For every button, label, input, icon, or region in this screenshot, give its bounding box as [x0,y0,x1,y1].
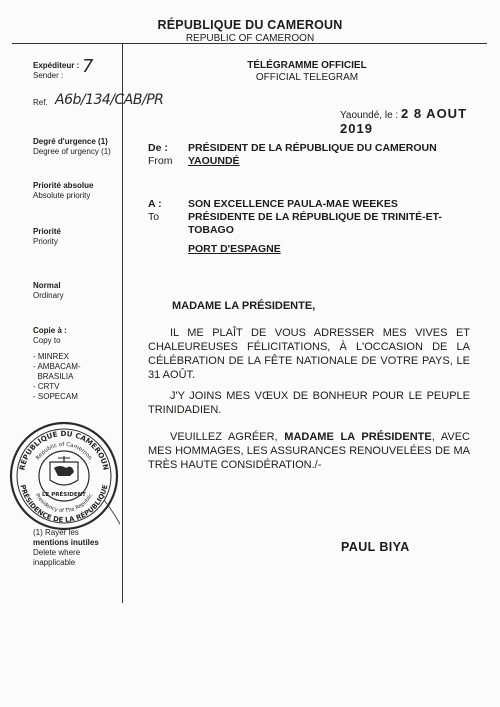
seal-emblem-icon [50,456,78,485]
seal-bottom-text: PRÉSIDENCE DE LA RÉPUBLIQUE [18,483,110,525]
strike-note-fr2: mentions inutiles [33,538,99,547]
date-line [340,106,500,136]
country-title-fr: RÉPUBLIQUE DU CAMEROUN [157,18,343,32]
to-city [188,243,281,256]
copy-en: Copy to [33,336,61,345]
seal-center-text: LE PRÉSIDENT [42,492,86,498]
signature-stroke-icon [104,500,120,532]
from-label-fr: De : [148,142,168,154]
date-stamp: 2 8 AOUT 2019 [340,106,468,136]
strike-note-fr: (1) Rayer les [33,528,79,537]
sender-label-en: Sender : [33,71,64,80]
from-label-en: From [148,155,173,167]
strike-note [33,528,99,568]
from-line2: YAOUNDÉ [188,155,240,167]
urgency-label-en: Degree of urgency (1) [33,147,111,156]
copy-item: - MINREX [33,352,69,361]
presidential-seal [8,420,120,532]
to-line2: PRÉSIDENTE DE LA RÉPUBLIQUE DE TRINITÉ-ET- [188,211,442,223]
sender-label-fr: Expéditeur : [33,61,80,70]
to-line1: SON EXCELLENCE PAULA-MAE WEEKES [188,198,398,210]
urgency-label [33,137,111,157]
normal-en: Ordinary [33,291,64,300]
copy-item: - SOPECAM [33,392,78,401]
seal-bottom-text-en: Presidency of The Republic [33,492,95,515]
from-line1: PRÉSIDENT DE LA RÉPUBLIQUE DU CAMEROUN [188,142,437,154]
copy-list [33,352,81,402]
paragraph-3-c: , AVEC MES HOMMAGES, LES ASSURANCES RENOUVELÉES DE MA TRÈS HAUTE CONSIDÉRATION./- [148,431,470,471]
priority-en: Priority [33,237,58,246]
top-rule [12,43,487,44]
copy-label [33,326,67,346]
absolute-priority-label [33,181,93,201]
sender-label [33,61,79,81]
from-value [188,142,437,168]
from-label [148,142,173,168]
copy-fr: Copie à : [33,326,67,335]
to-label-fr: A : [148,198,162,210]
to-label-en: To [148,211,160,223]
copy-item: BRASILIA [33,372,74,381]
signature-name: PAUL BIYA [341,540,410,554]
salutation: MADAME LA PRÉSIDENTE, [172,300,316,312]
strike-note-en2: inapplicable [33,558,76,567]
date-place: Yaoundé, le : [340,110,399,121]
to-line3: TOBAGO [188,224,234,236]
sender-handwritten: 7 [82,56,94,77]
urgency-label-fr: Degré d'urgence (1) [33,137,108,146]
to-line4: PORT D'ESPAGNE [188,243,281,255]
paragraph-3-b: MADAME LA PRÉSIDENTE [284,431,432,443]
copy-item: - AMBACAM- [33,362,81,371]
country-title-en: REPUBLIC OF CAMEROON [185,33,315,44]
to-label [148,198,162,224]
paragraph-1: IL ME PLAÎT DE VOUS ADRESSER MES VIVES ET CHALEUREUSES FÉLICITATIONS, À L'OCCASION DE LA CÉLÉBRATION DE LA FÊTE NATIONALE DE VOTRE PAYS, LE 31 AOÛT. [148,327,470,381]
ref-label: Ref. [33,98,48,107]
paragraph-3 [148,430,470,472]
ref-handwritten: A6b/134/CAB/PR [55,92,164,108]
telegram-title-fr: TÉLÉGRAMME OFFICIEL [247,60,367,71]
normal-fr: Normal [33,281,61,290]
paragraph-3-a: VEUILLEZ AGRÉER, [170,431,278,443]
side-rule [122,43,123,603]
priority-label [33,227,61,247]
absolute-priority-fr: Priorité absolue [33,181,94,190]
telegram-title-en: OFFICIAL TELEGRAM [255,72,359,83]
paragraph-2: J'Y JOINS MES VŒUX DE BONHEUR POUR LE PEUPLE TRINIDADIEN. [148,390,470,416]
to-value [188,198,478,237]
priority-fr: Priorité [33,227,62,236]
absolute-priority-en: Absolute priority [33,191,91,200]
seal-top-text-en: Republic of Cameroon [35,441,93,462]
copy-item: - CRTV [33,382,60,391]
strike-note-en: Delete where [33,548,81,557]
normal-label [33,281,64,301]
seal-top-text: RÉPUBLIQUE DU CAMEROUN [17,428,111,471]
